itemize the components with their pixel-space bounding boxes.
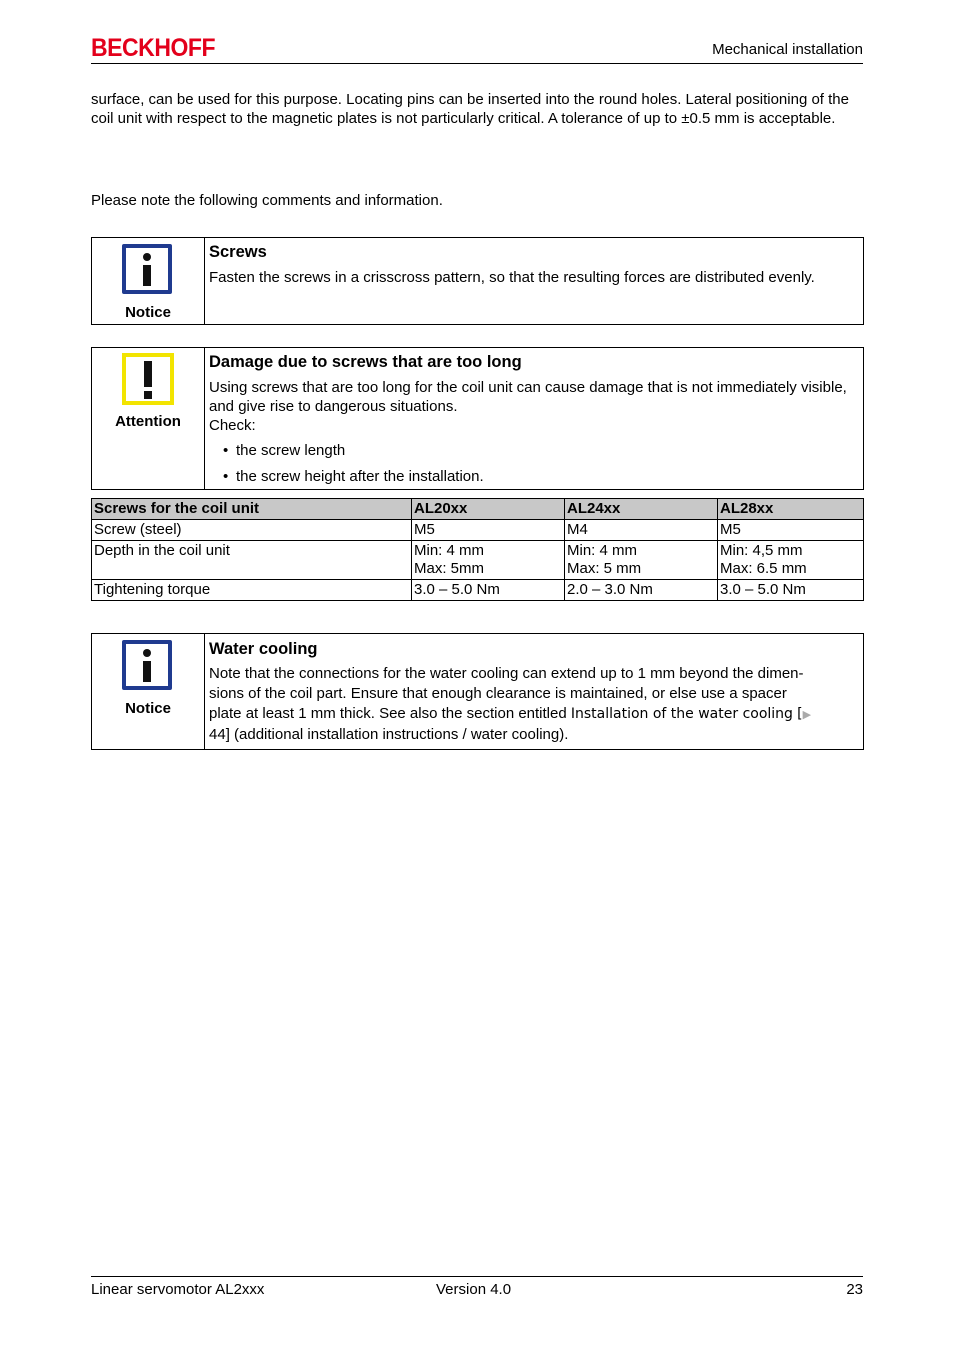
notice-title: Screws [209, 243, 267, 261]
xref-page[interactable]: 44 [209, 726, 226, 743]
beckhoff-logo: BECKHOFF [91, 34, 216, 62]
table-cell: Tightening torque [92, 580, 412, 601]
notice-label: Notice [125, 700, 171, 717]
attention-long-screws [91, 347, 864, 490]
notice-icon-cell [92, 238, 205, 324]
warning-icon [122, 353, 174, 405]
table-cell: Min: 4,5 mm Max: 6.5 mm [718, 541, 864, 580]
attention-icon-cell [92, 348, 205, 489]
table-cell: 3.0 – 5.0 Nm [412, 580, 565, 601]
header-divider [91, 63, 863, 64]
screw-table [91, 498, 864, 601]
table-header: AL20xx [412, 499, 565, 520]
notice-icon-cell [92, 634, 205, 749]
link-arrow-icon: ▶ [802, 709, 812, 721]
footer-title: Linear servomotor AL2xxx [91, 1281, 265, 1298]
table-header: AL24xx [565, 499, 718, 520]
notice-text: Note that the connections for the water cooling can extend up to 1 mm beyond the dimen- sions of the coil part. Ensure that enough clearance is maintained, or else use a spacer plate at least 1 mm thick. See also the section entitled Installation of the water cooling [▶ 44] (additional installation instructions / water cooling). [209, 665, 812, 743]
table-cell: M4 [565, 520, 718, 541]
section-title: Mechanical installation [712, 41, 863, 58]
info-icon [122, 640, 172, 690]
intro-paragraph: surface, can be used for this purpose. Locating pins can be inserted into the round holes. Lateral positioning of the coil unit with respect to the magnetic plates is not particularly critical. A tolerance of up to ±0.5 mm is acceptable. [91, 91, 849, 127]
table-cell: 2.0 – 3.0 Nm [565, 580, 718, 601]
table-cell: 3.0 – 5.0 Nm [718, 580, 864, 601]
table-header-row [92, 499, 864, 520]
notice-water-cooling [91, 633, 864, 750]
table-cell: Screw (steel) [92, 520, 412, 541]
footer-divider [91, 1276, 863, 1277]
attention-check: Check: [209, 417, 256, 434]
notice-title: Water cooling [209, 640, 318, 658]
attention-title: Damage due to screws that are too long [209, 353, 522, 371]
table-cell: Depth in the coil unit [92, 541, 412, 580]
info-icon [122, 244, 172, 294]
attention-text: Using screws that are too long for the coil unit can cause damage that is not immediately visible, and give rise to dangerous situations. [209, 379, 847, 415]
notice-label: Notice [125, 304, 171, 321]
footer-version: Version 4.0 [436, 1281, 512, 1298]
xref-link[interactable]: Installation of the water cooling [570, 706, 793, 722]
page-number: 23 [846, 1281, 863, 1298]
attention-bullet-list [209, 441, 859, 486]
table-header: AL28xx [718, 499, 864, 520]
list-item: • the screw length [223, 442, 346, 459]
notice-screws [91, 237, 864, 325]
table-row [92, 580, 864, 601]
table-cell: M5 [412, 520, 565, 541]
attention-label: Attention [115, 413, 181, 430]
table-cell: Min: 4 mm Max: 5mm [412, 541, 565, 580]
table-row [92, 541, 864, 580]
note-paragraph: Please note the following comments and information. [91, 192, 443, 209]
notice-text: Fasten the screws in a crisscross pattern, so that the resulting forces are distributed evenly. [209, 269, 815, 286]
table-cell: M5 [718, 520, 864, 541]
table-header: Screws for the coil unit [92, 499, 412, 520]
list-item: • the screw height after the installation. [223, 468, 484, 485]
table-cell: Min: 4 mm Max: 5 mm [565, 541, 718, 580]
table-row [92, 520, 864, 541]
